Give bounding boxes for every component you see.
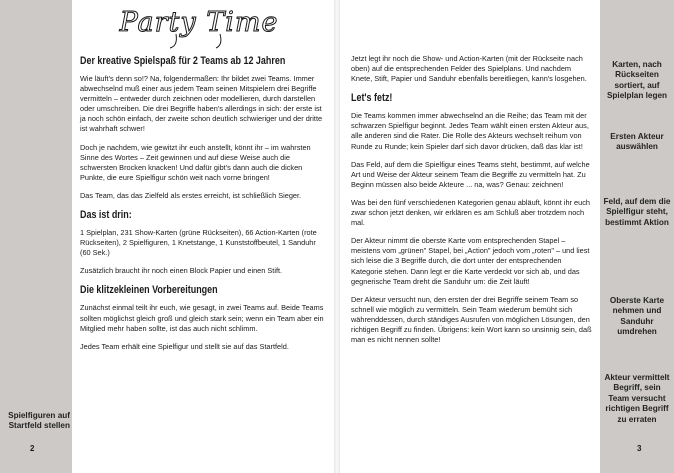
intro-paragraph-1: Wie läuft's denn so!? Na, folgendermaßen: Ihr bildet zwei Teams. Immer abwechselnd muß einer aus jedem Team seinen Mitspielern drei Begriffe vermitteln – entweder durch zeichnen oder modellieren, durch darstellen oder umschreiben. Die drei Begriffe haben's allerdings in sich: der erste ist ja noch schön einfach, der zweite schon deutlich schwieriger und der dritte ist wahrhaft schwer! <box>80 74 323 134</box>
prep-paragraph-2: Jedes Team erhält eine Spielfigur und stellt sie auf das Startfeld. <box>80 341 289 351</box>
right-paragraph-3: Was bei den fünf verschiedenen Kategorien genau abläuft, könnt ihr euch zwar schon jetzt denken, wir erklären es am Schluß aber trotzdem noch mal. <box>351 197 590 228</box>
right-page <box>337 0 674 473</box>
heading-preparation: Die klitzekleinen Vorbereitungen <box>80 284 218 297</box>
sidebar-note-first-actor: Ersten Akteur auswählen <box>610 132 664 152</box>
right-paragraph-1: Die Teams kommen immer abwechselnd an die Reihe; das Team mit der schwarzen Spielfigur beginnt. Jedes Team wählt einen ersten Akteur aus, alle anderen sind die Rater. Die Rolle des Akteurs wechselt reihum von Runde zu Runde; kein Spieler darf sich davor drücken, daß das klar ist! <box>351 111 589 151</box>
sidebar-note-top-card: Oberste Karte nehmen und Sanduhr umdrehen <box>609 296 665 337</box>
intro-paragraph-3: Das Team, das das Zielfeld als erstes erreicht, ist schließlich Sieger. <box>80 190 302 200</box>
heading-lets-fetz: Let's fetz! <box>351 92 393 105</box>
right-paragraph-5: Der Akteur versucht nun, den ersten der drei Begriffe seinem Team so schnell wie möglich zu vermitteln. Sein Team wiederum bemüht sich währenddessen, durch ständiges Ausrufen von möglichen Lösungen, den richtigen Begriff zu finden. Übrigens: kein Wort kann so unsinnig sein, daß man es nicht nennen sollte! <box>351 294 592 345</box>
intro-paragraph-2: Doch je nachdem, wie gewitzt ihr euch anstellt, könnt ihr – im wahrsten Sinne des Wortes – Zeit gewinnen und auf diese Weise auch die schwersten Brocken knacken! Und dafür gibt's dann auch die dicken Punkte, die eure Spielfigur schön weit nach vorne bringen! <box>80 142 311 182</box>
sidebar-note-setup-figures: Spielfiguren auf Startfeld stellen <box>8 411 70 431</box>
sidebar-note-cards: Karten, nach Rückseiten sortiert, auf Spielplan legen <box>606 60 668 101</box>
heading-contents: Das ist drin: <box>80 209 132 222</box>
book-gutter <box>334 0 340 473</box>
page-number-right: 3 <box>637 444 642 453</box>
right-content <box>351 54 592 353</box>
logo-text: Party Time <box>119 7 279 38</box>
right-paragraph-2: Das Feld, auf dem die Spielfigur eines Teams steht, bestimmt, auf welche Art und Weise der Akteur seinem Team die Begriffe zu vermitteln hat. Zu Beginn müssen also beide Akteure ... na, was? Genau: zeichnen! <box>351 159 590 189</box>
left-sidebar <box>0 0 72 473</box>
sidebar-note-field-action: Feld, auf dem die Spielfigur steht, bestimmt Aktion <box>603 197 671 227</box>
right-paragraph-4: Der Akteur nimmt die oberste Karte vom entsprechenden Stapel – meistens vom „grünen" Stapel, bei „Action" jedoch vom „roten" – und liest sich leise die 3 Begriffe durch, die dort unter der entsprechenden Kategorie stehen. Dann legt er die Karte verdeckt vor sich ab, und das gegnerische Team dreht die Sanduhr um: die Zeit läuft! <box>351 236 590 286</box>
subtitle: Der kreative Spielspaß für 2 Teams ab 12 Jahren <box>80 55 286 67</box>
left-content <box>80 55 324 360</box>
contents-paragraph-1: 1 Spielplan, 231 Show-Karten (grüne Rückseiten), 66 Action-Karten (rote Rückseiten), 2 Spielfiguren, 1 Knetstange, 1 Kunststoffbeutel, 1 Sanduhr (60 Sek.) <box>80 228 317 258</box>
right-intro-paragraph: Jetzt legt ihr noch die Show- und Action-Karten (mit der Rückseite nach oben) auf die entsprechenden Felder des Spielplans. Und nachdem Knete, Stift, Papier und Sanduhr ebenfalls bereitliegen, kann's losgehen. <box>351 54 587 84</box>
sidebar-note-actor-conveys: Akteur vermittelt Begriff, sein Team versucht richtigen Begriff zu erraten <box>604 373 670 424</box>
prep-paragraph-1: Zunächst einmal teilt ihr euch, wie gesagt, in zwei Teams auf. Beide Teams sollten möglichst gleich groß und gleich stark sein; wenn ein Team aber ein Mitglied mehr haben sollte, ist das auch nicht schlimm. <box>80 303 324 333</box>
contents-paragraph-2: Zusätzlich braucht ihr noch einen Block Papier und einen Stift. <box>80 266 283 276</box>
party-time-logo <box>112 4 287 50</box>
page-number-left: 2 <box>30 444 35 453</box>
